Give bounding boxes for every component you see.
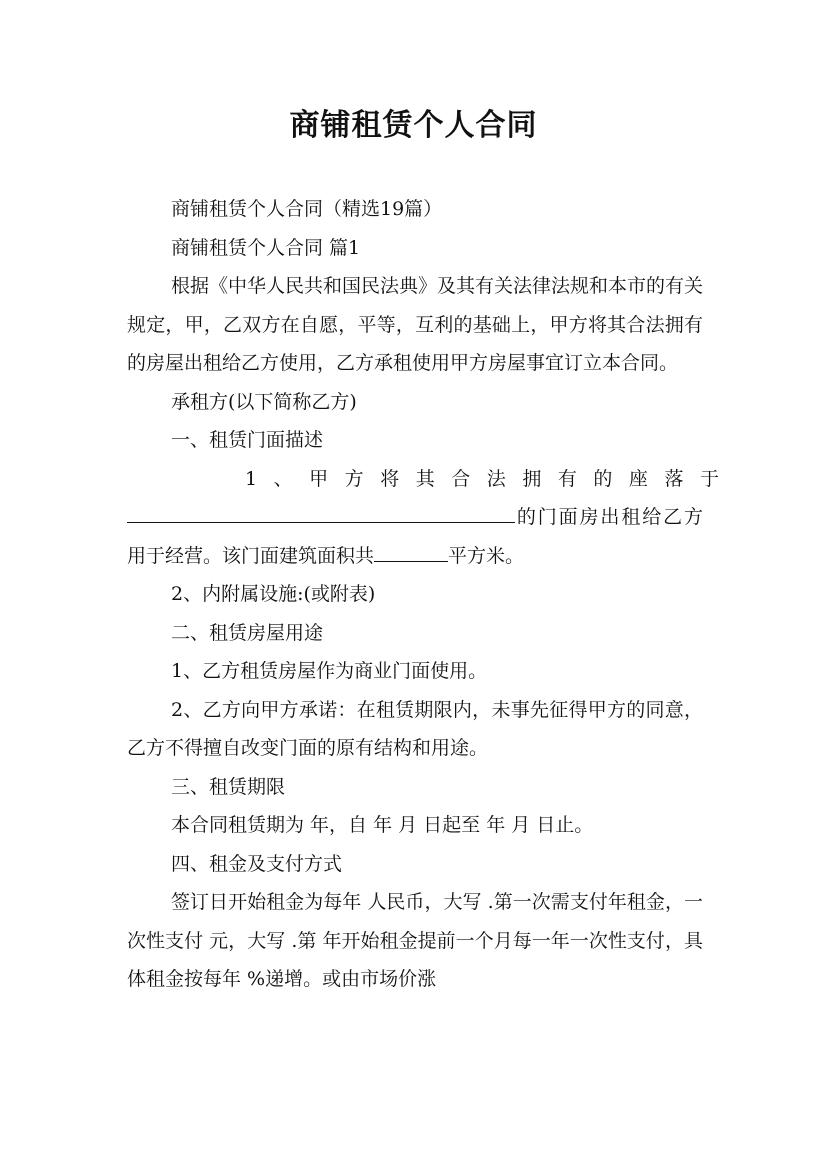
heading-rent-payment: 四、租金及支付方式	[171, 852, 343, 875]
heading-usage: 二、租赁房屋用途	[171, 621, 324, 644]
paragraph-facilities: 2、内附属设施:(或附表)	[171, 583, 376, 605]
heading-lease-term: 三、租赁期限	[171, 775, 286, 798]
location-text-b: 的门面房出租给乙方用于经营。该门面建筑面积共	[127, 506, 703, 567]
area-blank	[374, 537, 448, 562]
paragraph-preamble: 根据《中华人民共和国民法典》及其有关法律法规和本市的有关规定，甲，乙双方在自愿，平等，互利的基础上，甲方将其合法拥有的房屋出租给乙方使用，乙方承租使用甲方房屋事宜订立本合同。	[127, 275, 704, 374]
document-title: 商铺租赁个人合同	[289, 108, 538, 143]
paragraph-usage-2: 2、乙方向甲方承诺：在租赁期限内，未事先征得甲方的同意，乙方不得擅自改变门面的原有结构和用途。	[127, 698, 703, 759]
paragraph-section-heading: 商铺租赁个人合同 篇1	[171, 236, 361, 259]
location-blank	[127, 498, 515, 523]
paragraph-rent-payment: 签订日开始租金为每年 人民币，大写 .第一次需支付年租金，一次性支付 元，大写 .第 年开始租金提前一个月每一年一次性支付，具体租金按每年 %递增。或由市场价涨	[127, 891, 703, 990]
paragraph-subtitle: 商铺租赁个人合同（精选19篇）	[171, 198, 443, 220]
paragraph-lease-term: 本合同租赁期为 年，自 年 月 日起至 年 月 日止。	[171, 814, 594, 836]
heading-shop-description: 一、租赁门面描述	[171, 429, 324, 451]
paragraph-lessee: 承租方(以下简称乙方)	[171, 390, 357, 413]
document-body	[127, 190, 733, 999]
paragraph-location	[127, 460, 733, 576]
location-text-a: 1、甲方将其合法拥有的座落于	[245, 467, 733, 490]
paragraph-usage-1: 1、乙方租赁房屋作为商业门面使用。	[171, 660, 488, 682]
location-text-c: 平方米。	[448, 544, 525, 567]
